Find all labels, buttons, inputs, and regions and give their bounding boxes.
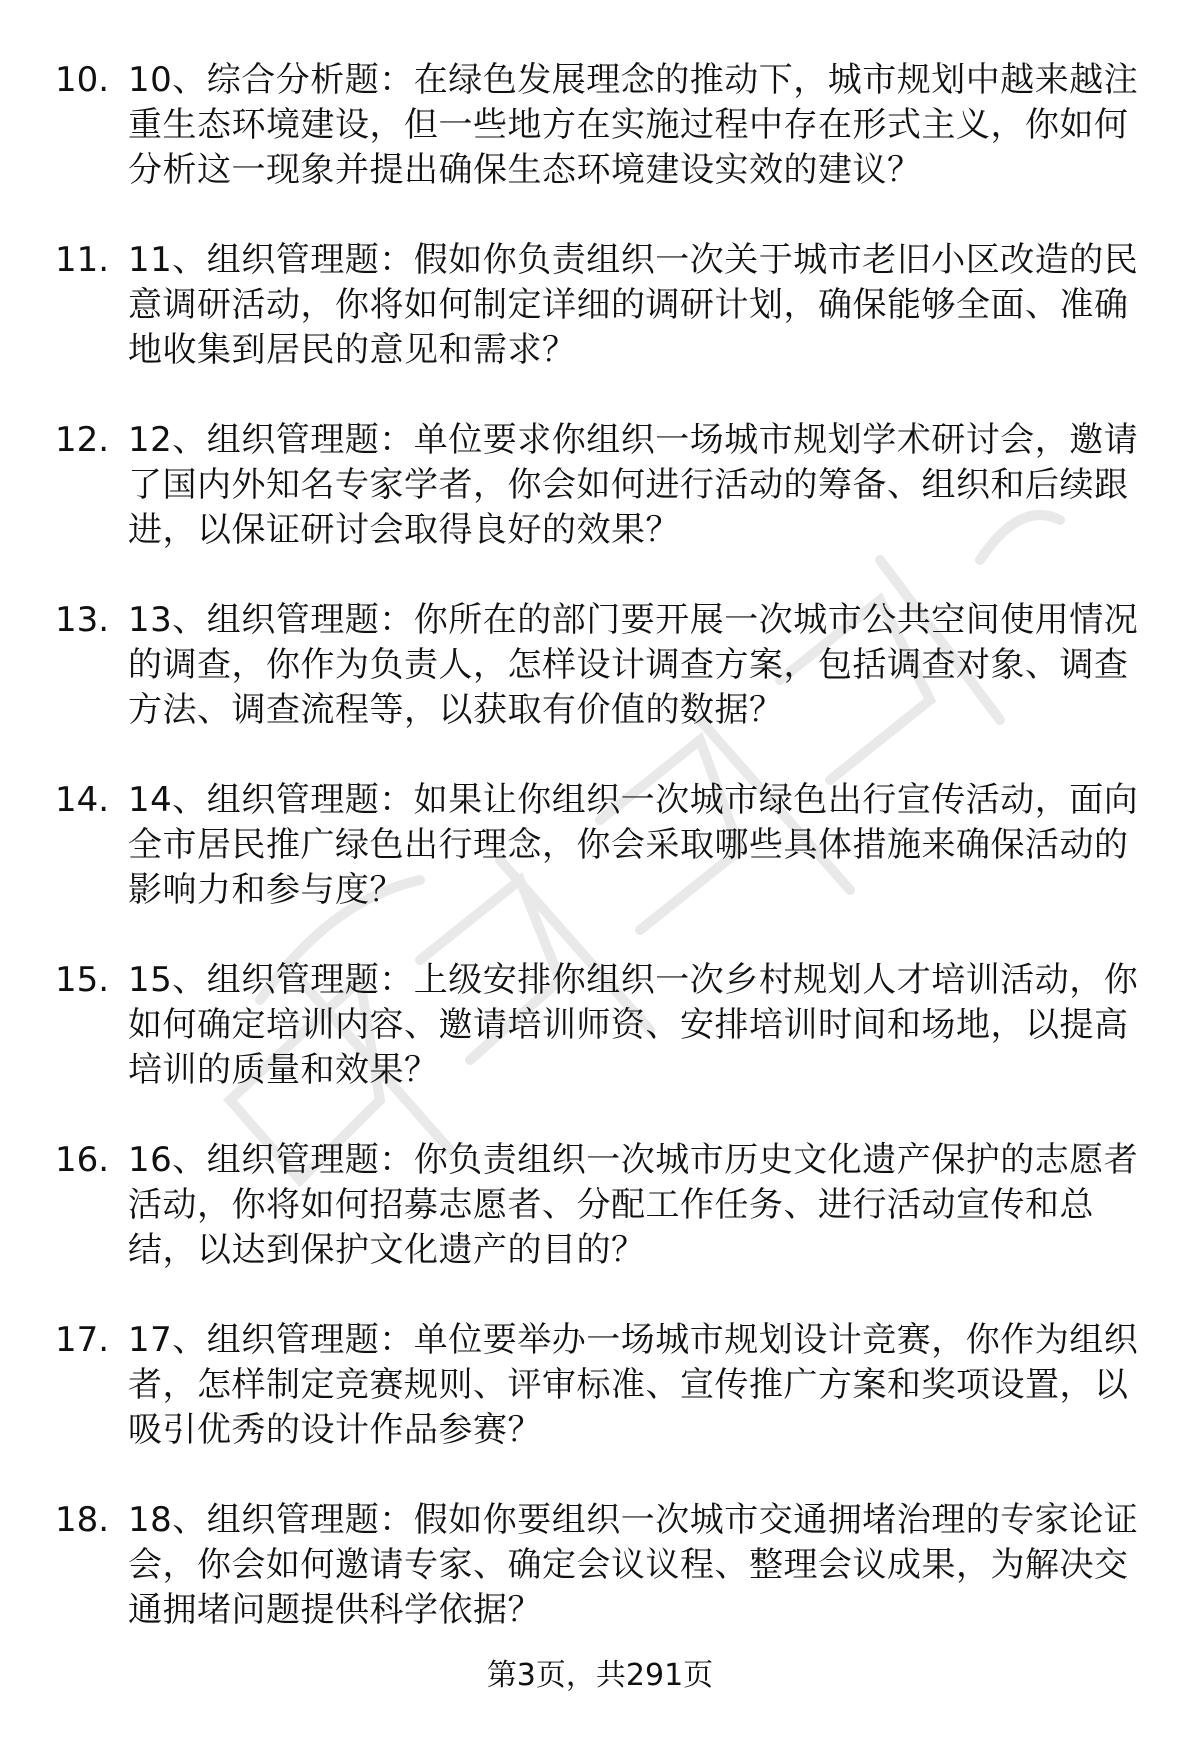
question-text: 17、组织管理题：单位要举办一场城市规划设计竞赛，你作为组织者，怎样制定竞赛规则、评审标准、宣传推广方案和奖项设置，以吸引优秀的设计作品参赛？ (128, 1320, 1139, 1450)
question-text: 12、组织管理题：单位要求你组织一场城市规划学术研讨会，邀请了国内外知名专家学者，你会如何进行活动的筹备、组织和后续跟进，以保证研讨会取得良好的效果？ (128, 420, 1139, 550)
question-number: 15. (55, 960, 110, 1000)
question-number: 18. (55, 1500, 110, 1540)
question-item (0, 778, 1200, 958)
question-number: 12. (55, 420, 110, 460)
question-text: 18、组织管理题：假如你要组织一次城市交通拥堵治理的专家论证会，你会如何邀请专家、确定会议议程、整理会议成果，为解决交通拥堵问题提供科学依据？ (128, 1500, 1139, 1630)
question-text: 15、组织管理题：上级安排你组织一次乡村规划人才培训活动，你如何确定培训内容、邀请培训师资、安排培训时间和场地，以提高培训的质量和效果？ (128, 960, 1139, 1090)
question-item (0, 958, 1200, 1138)
question-item (0, 598, 1200, 778)
question-text: 13、组织管理题：你所在的部门要开展一次城市公共空间使用情况的调查，你作为负责人，怎样设计调查方案，包括调查对象、调查方法、调查流程等，以获取有价值的数据？ (128, 600, 1139, 730)
question-text: 10、综合分析题：在绿色发展理念的推动下，城市规划中越来越注重生态环境建设，但一些地方在实施过程中存在形式主义，你如何分析这一现象并提出确保生态环境建设实效的建议？ (128, 60, 1139, 190)
question-item (0, 238, 1200, 418)
question-number: 14. (55, 780, 110, 820)
question-item (0, 1498, 1200, 1678)
question-item (0, 1318, 1200, 1498)
question-number: 10. (55, 60, 110, 100)
question-number: 16. (55, 1140, 110, 1180)
question-item (0, 58, 1200, 238)
question-text: 16、组织管理题：你负责组织一次城市历史文化遗产保护的志愿者活动，你将如何招募志愿者、分配工作任务、进行活动宣传和总结，以达到保护文化遗产的目的？ (128, 1140, 1139, 1270)
question-item (0, 1138, 1200, 1318)
question-item (0, 418, 1200, 598)
question-text: 11、组织管理题：假如你负责组织一次关于城市老旧小区改造的民意调研活动，你将如何制定详细的调研计划，确保能够全面、准确地收集到居民的意见和需求？ (128, 240, 1139, 370)
page-footer: 第3页，共291页 (486, 1658, 714, 1693)
question-number: 17. (55, 1320, 110, 1360)
question-number: 11. (55, 240, 110, 280)
question-text: 14、组织管理题：如果让你组织一次城市绿色出行宣传活动，面向全市居民推广绿色出行理念，你会采取哪些具体措施来确保活动的影响力和参与度？ (128, 780, 1139, 910)
question-list (0, 58, 1200, 1678)
question-number: 13. (55, 600, 110, 640)
